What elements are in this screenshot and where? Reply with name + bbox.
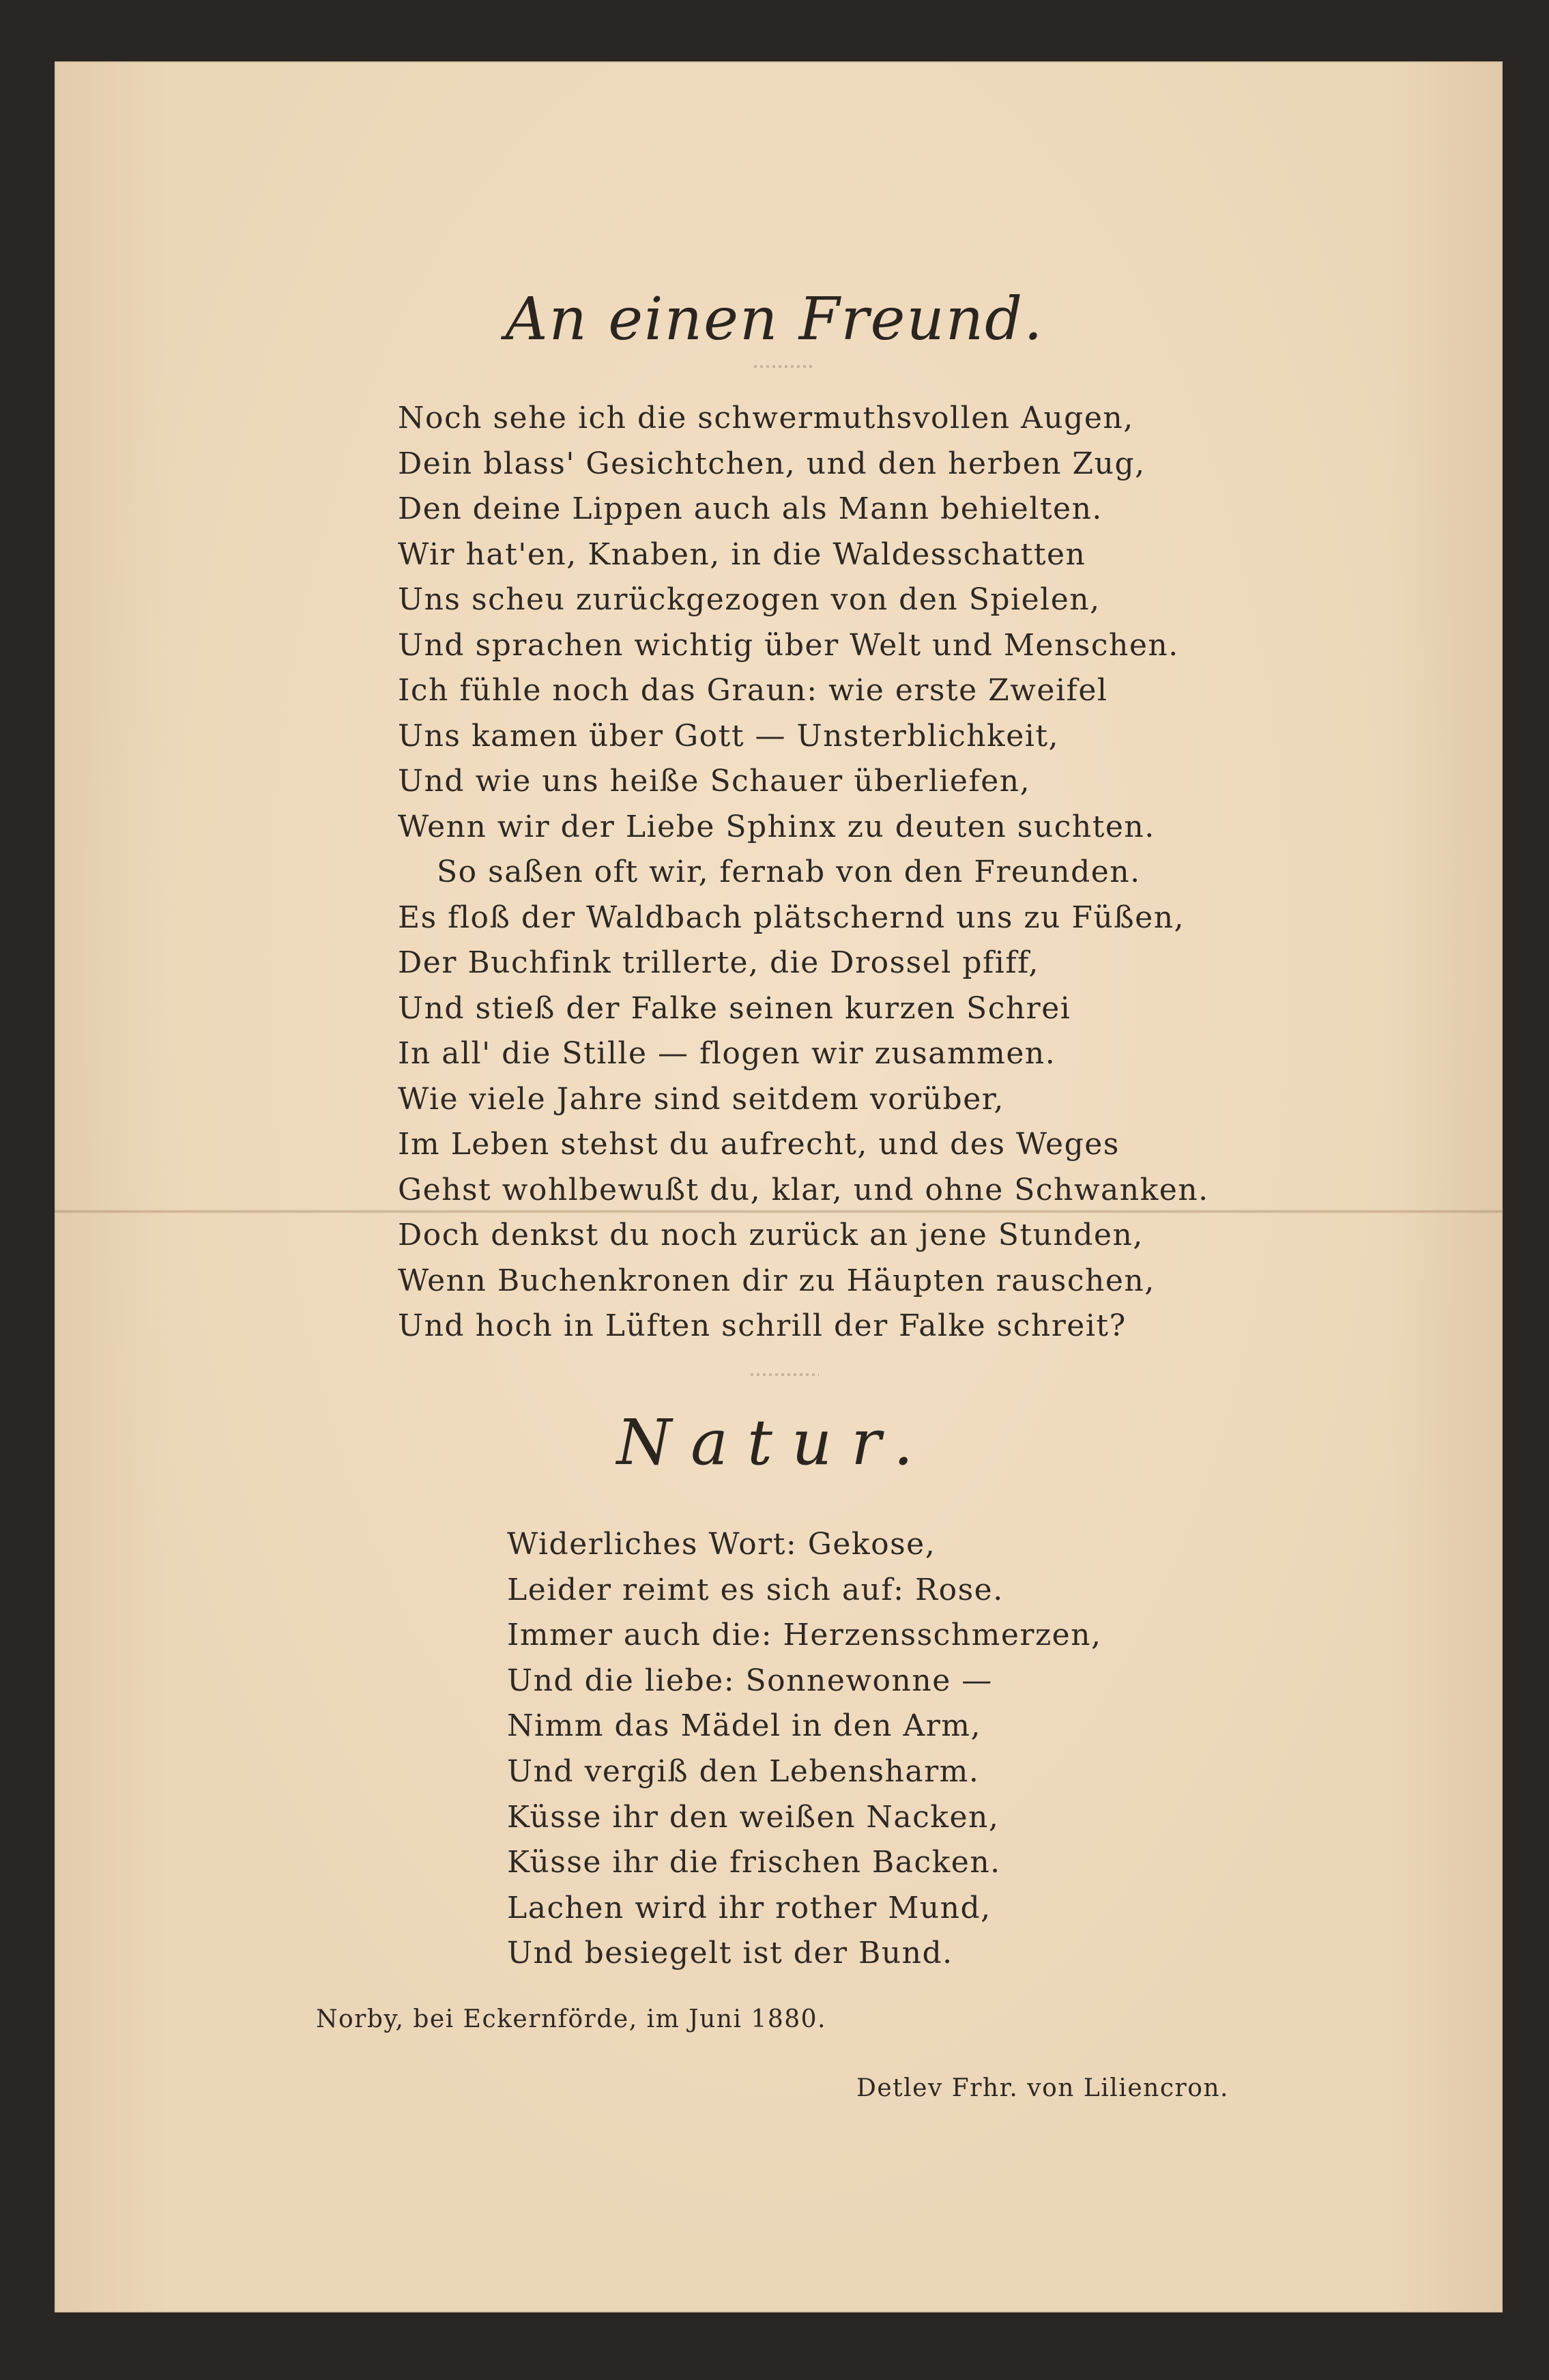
poem-line: Küsse ihr die frischen Backen. [507,1845,1001,1880]
poem-title-natur: Natur. [616,1406,933,1479]
poem-line: Und die liebe: Sonnewonne — [507,1663,993,1698]
poem-line: Wir hat'en, Knaben, in die Waldesschatten [398,536,1086,572]
poem-line: Wenn Buchenkronen dir zu Häupten rauschen, [398,1263,1155,1298]
poem-body-natur [507,1522,1102,1977]
place-date-line: Norby, bei Eckernförde, im Juni 1880. [316,2005,826,2033]
poem-line: Immer auch die: Herzensschmerzen, [507,1618,1102,1653]
poem-line: Leider reimt es sich auf: Rose. [507,1572,1004,1607]
author-signature: Detlev Frhr. von Liliencron. [856,2074,1229,2102]
poem-line: Den deine Lippen auch als Mann behielten. [398,491,1103,526]
poem-line: Und stieß der Falke seinen kurzen Schrei [398,990,1071,1026]
poem-line: Und wie uns heiße Schauer überliefen, [398,764,1031,799]
poem-line: Wie viele Jahre sind seitdem vorüber, [398,1081,1004,1117]
poem-line: Ich fühle noch das Graun: wie erste Zweifel [398,673,1108,708]
title-ornament [751,1373,819,1376]
poem-line: Dein blass' Gesichtchen, und den herben Zug, [398,446,1146,481]
poem-line: Widerliches Wort: Gekose, [507,1527,936,1562]
poem-line: Im Leben stehst du aufrecht, und des Weges [398,1127,1120,1162]
poem-line: Uns scheu zurückgezogen von den Spielen, [398,582,1101,617]
poem-line: Uns kamen über Gott — Unsterblichkeit, [398,718,1059,754]
poem-line: Lachen wird ihr rother Mund, [507,1890,991,1925]
poem-body-freund [398,396,1209,1349]
poem-line: In all' die Stille — flogen wir zusammen. [398,1036,1056,1071]
poem-line: Doch denkst du noch zurück an jene Stunden, [398,1218,1144,1252]
poem-title-freund: An einen Freund. [505,285,1044,354]
title-ornament [754,365,815,368]
poem-line: Und vergiß den Lebensharm. [507,1753,980,1789]
poem-line: Gehst wohlbewußt du, klar, und ohne Schwanken. [398,1172,1209,1207]
poem-line: Und sprachen wichtig über Welt und Menschen. [398,627,1179,663]
poem-line: Küsse ihr den weißen Nacken, [507,1799,1000,1835]
poem-line: Noch sehe ich die schwermuthsvollen Augen, [398,401,1134,435]
poem-line: Der Buchfink trillerte, die Drossel pfiff, [398,945,1039,980]
poem-line: So saßen oft wir, fernab von den Freunden. [437,855,1141,889]
poem-line: Es floß der Waldbach plätschernd uns zu Füßen, [398,900,1185,935]
poem-line: Und hoch in Lüften schrill der Falke schreit? [398,1308,1127,1343]
poem-line: Wenn wir der Liebe Sphinx zu deuten suchten. [398,809,1155,844]
poem-line: Nimm das Mädel in den Arm, [507,1708,981,1744]
poem-line: Und besiegelt ist der Bund. [507,1936,953,1971]
